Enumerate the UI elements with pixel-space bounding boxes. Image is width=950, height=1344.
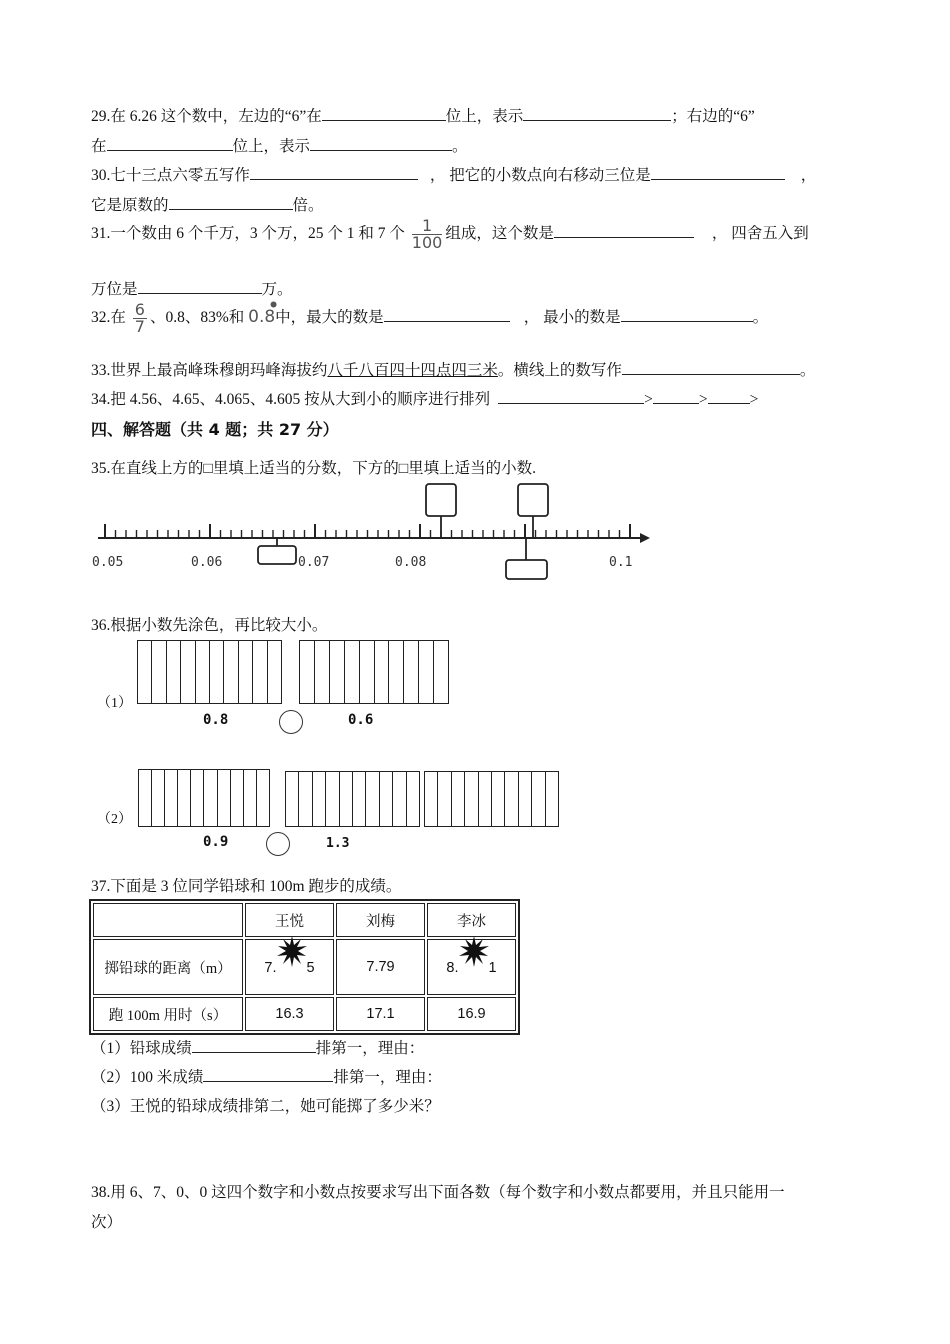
q36-part2-grid-2[interactable] — [285, 771, 420, 827]
q34-blank-3[interactable] — [708, 389, 750, 404]
q32-line — [91, 296, 769, 336]
q32-text-b: 、0.8、83%和 — [149, 309, 245, 327]
tick-label-0.07: 0.07 — [298, 555, 330, 570]
q30-text-e: 倍。 — [292, 197, 324, 214]
score-table — [89, 899, 520, 1035]
q32-repeating-decimal — [248, 296, 279, 328]
lower-answer-box-1[interactable] — [258, 546, 296, 564]
q32-repeat-num: 0.8 — [248, 307, 276, 328]
lower-answer-box-2[interactable] — [506, 560, 547, 579]
q29-line1 — [91, 104, 755, 126]
tick-label-0.1: 0.1 — [609, 555, 633, 570]
q29-text-e: 位上，表示 — [232, 138, 311, 155]
q36-part1-left-value: 0.8 — [203, 712, 229, 728]
q37-sub2-text-b: 排第一，理由： — [333, 1069, 442, 1086]
q36-part2-compare-circle[interactable] — [266, 832, 290, 856]
q32-text-e: 。 — [752, 309, 769, 327]
q38-line1: 38.用 6、7、0、0 这四个数字和小数点按要求写出下面各数（每个数字和小数点都要用，并且只能用一 — [91, 1184, 785, 1201]
q37-sub1-text-a: （1）铅球成绩 — [91, 1040, 192, 1057]
q36-part2-grid-1[interactable] — [138, 769, 270, 827]
q31-line1 — [91, 218, 809, 251]
q34-text: 34.把 4.56、4.65、4.065、4.605 按从大到小的顺序进行排列 — [91, 391, 491, 408]
q36-part1-label: （1） — [97, 696, 132, 711]
q35-text: 35.在直线上方的□里填上适当的分数，下方的□里填上适当的小数. — [91, 460, 536, 477]
q32-frac-den: 7 — [134, 317, 145, 336]
table-cell-wang-shotput — [245, 939, 334, 995]
upper-answer-box-2[interactable] — [518, 484, 548, 516]
q33-text-a: 33.世界上最高峰珠穆朗玛峰海拔约 — [91, 362, 328, 379]
q32-blank-2[interactable] — [621, 307, 753, 322]
q37-sub2 — [91, 1065, 442, 1087]
q31-text-d: 万位是 — [91, 281, 138, 298]
ink-blot-icon — [277, 958, 307, 972]
q31-frac-den: 100 — [411, 233, 443, 252]
section-4-heading: 四、解答题（共 4 题；共 27 分） — [91, 420, 339, 439]
q34-gt-3: > — [749, 391, 759, 408]
table-header-cell-empty — [93, 903, 243, 937]
q30-text-c: ， — [800, 167, 817, 184]
q34-blank-2[interactable] — [653, 389, 699, 404]
q31-blank-1[interactable] — [554, 223, 694, 238]
q34-gt-1: > — [644, 391, 653, 408]
table-cell-liu-shotput: 7.79 — [336, 939, 425, 995]
table-cell-li-100m: 16.9 — [427, 997, 516, 1031]
repeat-dot-icon: • — [268, 296, 279, 317]
q31-text-b: 组成，这个数是 — [445, 225, 554, 243]
q34-blank-1[interactable] — [498, 389, 644, 404]
q30-blank-1[interactable] — [250, 165, 418, 180]
q32-frac-num: 6 — [134, 300, 145, 319]
q31-text-e: 万。 — [261, 281, 293, 298]
table-cell-li-shotput — [427, 939, 516, 995]
number-line-ticks — [105, 524, 630, 538]
q31-text-a: 31.一个数由 6 个千万，3 个万，25 个 1 和 7 个 — [91, 225, 405, 243]
q30-blank-2[interactable] — [651, 165, 785, 180]
tick-label-0.08: 0.08 — [395, 555, 427, 570]
q30-text-b: ， 把它的小数点向右移动三位是 — [429, 167, 651, 184]
q33-underlined-text: 八千八百四十四点四三米 — [327, 362, 498, 379]
q31-line2 — [91, 277, 293, 299]
table-cell-liu-100m: 17.1 — [336, 997, 425, 1031]
q38-line2: 次） — [91, 1214, 123, 1231]
q34-line — [91, 387, 758, 409]
q36-text: 36.根据小数先涂色，再比较大小。 — [91, 617, 328, 634]
q36-part1-right-value: 0.6 — [348, 712, 374, 728]
q36-part1-grid-left[interactable] — [137, 640, 282, 704]
q33-blank[interactable] — [622, 360, 800, 375]
q32-text-d: ， 最小的数是 — [523, 309, 621, 327]
q29-blank-1[interactable] — [322, 106, 446, 121]
q29-text-b: 位上，表示 — [445, 108, 524, 125]
q32-text-c: 中，最大的数是 — [275, 309, 384, 327]
q31-fraction — [412, 218, 443, 251]
table-row-label-100m: 跑 100m 用时（s） — [93, 997, 243, 1031]
q36-part1-grid-right[interactable] — [299, 640, 449, 704]
table-header-liu: 刘梅 — [336, 903, 425, 937]
q29-text-d: 在 — [91, 138, 107, 155]
q37-sub3: （3）王悦的铅球成绩排第二，她可能掷了多少米？ — [91, 1098, 440, 1115]
q29-text-f: 。 — [452, 138, 468, 155]
q30-blank-3[interactable] — [169, 195, 293, 210]
q29-text-c: ；右边的“6” — [671, 108, 755, 125]
q30-text-d: 它是原数的 — [91, 197, 169, 214]
q29-line2 — [91, 134, 468, 156]
q37-sub1 — [91, 1036, 424, 1058]
q32-text-a: 32.在 — [91, 309, 126, 327]
q37-sub1-text-b: 排第一，理由： — [315, 1040, 425, 1057]
q33-text-c: 。 — [799, 362, 816, 379]
q34-gt-2: > — [698, 391, 708, 408]
q36-part2-right-value: 1.3 — [326, 836, 350, 851]
wang-shotput-int: 7. — [264, 960, 277, 976]
q29-text-a: 29.在 6.26 这个数中，左边的“6”在 — [91, 108, 322, 125]
q29-blank-2[interactable] — [523, 106, 671, 121]
q30-line2 — [91, 193, 324, 215]
q31-frac-num: 1 — [412, 218, 443, 235]
q36-part2-label: （2） — [97, 812, 132, 827]
wang-shotput-last-digit: 5 — [306, 960, 315, 976]
q29-blank-4[interactable] — [310, 136, 452, 151]
li-shotput-int: 8. — [446, 960, 459, 976]
q30-text-a: 30.七十三点六零五写作 — [91, 167, 250, 184]
q37-text: 37.下面是 3 位同学铅球和 100m 跑步的成绩。 — [91, 878, 402, 895]
table-header-row — [93, 903, 516, 937]
upper-answer-box-1[interactable] — [426, 484, 456, 516]
table-row-shotput — [93, 939, 516, 995]
q32-blank-1[interactable] — [384, 307, 510, 322]
number-line-arrow-icon — [640, 533, 650, 543]
table-header-wang: 王悦 — [245, 903, 334, 937]
q36-part1-compare-circle[interactable] — [279, 710, 303, 734]
q33-line — [91, 358, 815, 380]
table-row-label-shotput: 掷铅球的距离（m） — [93, 939, 243, 995]
q31-blank-2[interactable] — [138, 279, 262, 294]
table-row-100m — [93, 997, 516, 1031]
table-cell-wang-100m: 16.3 — [245, 997, 334, 1031]
ink-blot-icon — [459, 958, 489, 972]
q30-line1 — [91, 163, 816, 185]
li-shotput-last-digit: 1 — [488, 960, 497, 976]
q31-text-c: ， 四舍五入到 — [711, 225, 809, 243]
q37-sub2-text-a: （2）100 米成绩 — [91, 1069, 204, 1086]
q36-part2-grid-3[interactable] — [424, 771, 559, 827]
q33-text-b: 。横线上的数写作 — [497, 362, 622, 379]
q29-blank-3[interactable] — [107, 136, 233, 151]
tick-label-0.06: 0.06 — [191, 555, 223, 570]
q32-fraction — [133, 302, 147, 335]
number-line-figure — [88, 476, 658, 586]
q37-sub1-blank[interactable] — [192, 1038, 316, 1053]
q36-part2-left-value: 0.9 — [203, 834, 229, 850]
table-header-li: 李冰 — [427, 903, 516, 937]
tick-label-0.05: 0.05 — [92, 555, 124, 570]
q37-sub2-blank[interactable] — [203, 1067, 333, 1082]
